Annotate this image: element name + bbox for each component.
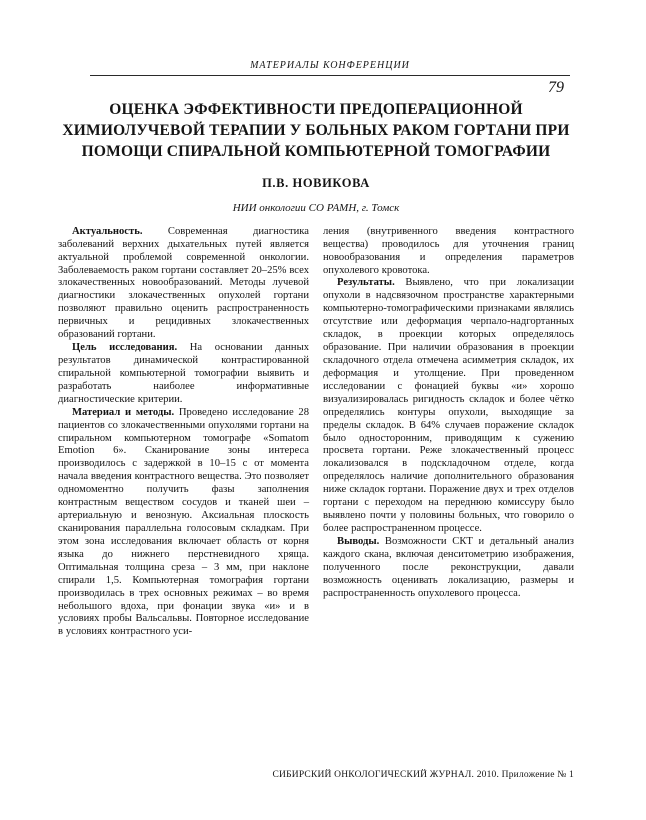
paragraph-lead: Результаты. [337,277,395,289]
article-title: ОЦЕНКА ЭФФЕКТИВНОСТИ ПРЕДОПЕРАЦИОННОЙ ХИМИОЛУЧЕВОЙ ТЕРАПИИ У БОЛЬНЫХ РАКОМ ГОРТАНИ ПРИ ПОМОЩИ СПИРАЛЬНОЙ КОМПЬЮТЕРНОЙ ТОМОГРАФИИ [62,101,570,160]
paragraph-aktualnost [58,226,309,342]
journal-footer: СИБИРСКИЙ ОНКОЛОГИЧЕСКИЙ ЖУРНАЛ. 2010. Приложение № 1 [272,770,574,780]
page-number: 79 [548,79,564,96]
article-affiliation: НИИ онкологии СО РАМН, г. Томск [232,201,400,214]
paragraph-material-metody [58,407,309,640]
paragraph-text: Проведено исследование 28 пациентов со злокачественными опухолями гортани на спиральном компьютерном томографе «Somatom Emotion 6». Сканирование зоны интереса производилось с задержкой в 10–15 с от момента начала введения контрастного вещества. Это позволяет одномоментно получить фазы заполнения контрастным веществом сосудов и тканей шеи – артериальную и венозную. Аксиальная плоскость сканирования параллельна голосовым складкам. При этом зона исследования включает область от корня языка до нижнего перстневидного хряща. Оптимальная толщина среза – 3 мм, при наклоне спирали 1,5. Компьютерная томография гортани производилась в трех основных режимах – во время небольшого вдоха, при фонации звука «и» и в условиях пробы Вальсальвы. Повторное исследование в условиях контрастного уси- [58,406,309,638]
paragraph-lead: Цель исследования. [72,342,178,354]
paragraph-text: Выявлено, что при локализации опухоли в надсвязочном пространстве характерными компьютерно-томографическими признаками являлись отсутствие или деформация черпало-надгортанных складок, в проекции которых определялось образование. При наличии образования в проекции складочного отдела отмечена асимметрия складок, их деформация и утолщение. При проведенном исследовании с фонацией буквы «и» хорошо визуализировалась ригидность складок и более чётко определялись контуры опухоли, выходящие за пределы складок. В 64% случаев поражение складок было односторонним, приводящим к сужению просвета гортани. Реже злокачественный процесс локализовался в подскладочном отделе, когда определялось наличие дополнительного образования ниже складок гортани. Поражение двух и трех отделов гортани с переходом на переднюю комиссуру было выявлено почти у половины больных, что говорило о более распространенном процессе. [323,277,574,534]
running-header [90,60,570,97]
left-column [58,226,309,640]
right-column [323,226,574,640]
two-column-body [58,226,574,640]
paragraph-vyvody [323,536,574,601]
paragraph-continuation [323,226,574,278]
paragraph-text: На основании данных результатов динамической контрастированной спиральной компьютерной томографии выявить и разработать наиболее информативные диагностические критерии. [58,342,309,405]
running-title: МАТЕРИАЛЫ КОНФЕРЕНЦИИ [250,60,410,71]
header-rule [90,75,570,76]
article-author: П.В. НОВИКОВА [262,175,370,190]
paragraph-rezultaty [323,277,574,535]
paragraph-lead: Материал и методы. [72,406,175,418]
paragraph-text: ления (внутривенного введения контрастного вещества) проводилось для уточнения границ новообразования и определения параметров опухолевого кровотока. [323,225,574,276]
paragraph-tsel [58,342,309,407]
paragraph-lead: Выводы. [337,535,380,547]
paragraph-lead: Актуальность. [72,225,143,237]
article-content [58,100,574,639]
paragraph-text: Современная диагностика заболеваний верхних дыхательных путей является актуальной проблемой современной онкологии. Заболеваемость раком гортани составляет 20–25% всех злокачественных новообразований. Методы лучевой диагностики злокачественных опухолей гортани позволяют правильно оценить распространенность первичных и рецидивных злокачественных образований гортани. [58,225,309,341]
paragraph-text: Возможности СКТ и детальный анализ каждого скана, включая денситометрию изображения, полученного после реконструкции, давали возможность оценивать локализацию, размеры и распространенность опухолевого процесса. [323,535,574,599]
